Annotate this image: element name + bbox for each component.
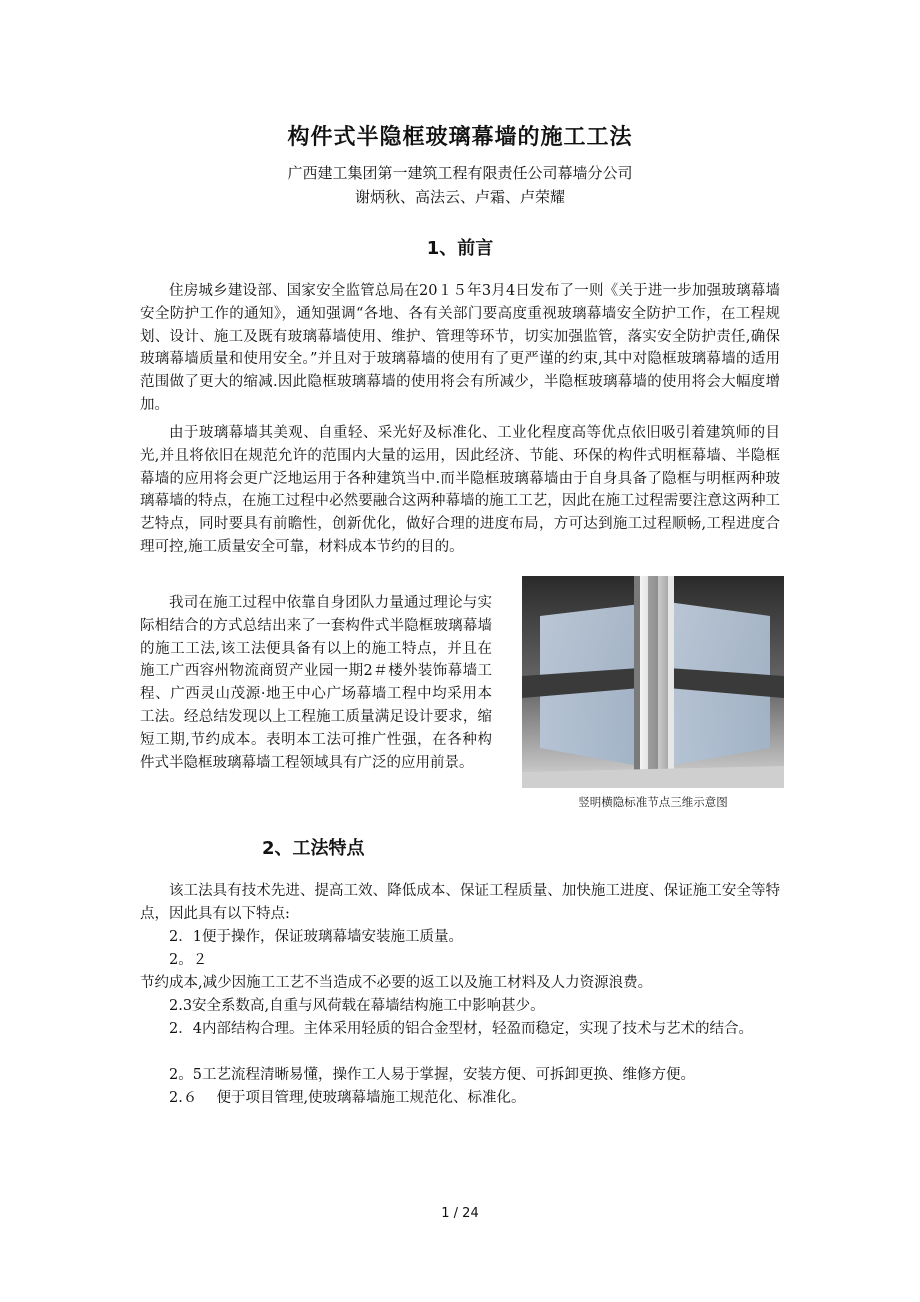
document-title: 构件式半隐框玻璃幕墙的施工工法 (287, 125, 633, 150)
section-1-paragraph-1: 住房城乡建设部、国家安全监管总局在20１５年3月4日发布了一则《关于进一步加强玻璃幕墙安全防护工作的通知》，通知强调“各地、各有关部门要高度重视玻璃幕墙安全防护工作，在工程规划、设计、施工及既有玻璃幕墙使用、维护、管理等环节，切实加强监管，落实安全防护责任,确保玻璃幕墙质量和使用安全。”并且对于玻璃幕墙的使用有了更严谨的约束,其中对隐框玻璃幕墙的适用范围做了更大的缩减.因此隐框玻璃幕墙的使用将会有所减少，半隐框玻璃幕墙的使用将会大幅度增加。 (140, 283, 780, 413)
section-1-paragraph-3: 我司在施工过程中依靠自身团队力量通过理论与实际相结合的方式总结出来了一套构件式半隐框玻璃幕墙的施工工法,该工法便具备有以上的施工特点，并且在施工广西容州物流商贸产业园一期2＃楼外装饰幕墙工程、广西灵山茂源·地王中心广场幕墙工程中均采用本工法。经总结发现以上工程施工质量满足设计要求，缩短工期,节约成本。表明本工法可推广性强，在各种构件式半隐框玻璃幕墙工程领域具有广泛的应用前景。 (140, 595, 492, 771)
figure-caption: 竖明横隐标准节点三维示意图 (578, 795, 728, 809)
feature-item-2-2-text: 节约成本,减少因施工工艺不当造成不必要的返工以及施工材料及人力资源浪费。 (140, 975, 653, 991)
section-1-heading: 1、前言 (426, 238, 494, 259)
authors: 谢炳秋、高法云、卢霜、卢荣耀 (354, 188, 565, 206)
feature-item-2-2-number: 2。２ (169, 952, 208, 968)
feature-item-2-1: 2．1便于操作，保证玻璃幕墙安装施工质量。 (169, 929, 463, 945)
feature-item-2-5: 2。5工艺流程清晰易懂，操作工人易于掌握，安装方便、可拆卸更换、维修方便。 (169, 1067, 695, 1083)
feature-item-2-3: 2.3安全系数高,自重与风荷载在幕墙结构施工中影响甚少。 (169, 998, 545, 1014)
page-number: 1 / 24 (441, 1206, 479, 1221)
section-2-heading: 2、工法特点 (262, 838, 365, 859)
organization: 广西建工集团第一建筑工程有限责任公司幕墙分公司 (287, 164, 633, 182)
curtain-wall-3d-illustration (522, 576, 784, 788)
feature-item-2-4: 2．4内部结构合理。主体采用轻质的铝合金型材，轻盈而稳定，实现了技术与艺术的结合。 (169, 1021, 753, 1037)
feature-item-2-6: 2.６ 便于项目管理,使玻璃幕墙施工规范化、标准化。 (169, 1090, 526, 1106)
section-2-intro: 该工法具有技术先进、提高工效、降低成本、保证工程质量、加快施工进度、保证施工安全等特点，因此具有以下特点: (140, 883, 780, 922)
section-1-paragraph-2: 由于玻璃幕墙其美观、自重轻、采光好及标准化、工业化程度高等优点依旧吸引着建筑师的目光,并且将依旧在规范允许的范围内大量的运用，因此经济、节能、环保的构件式明框幕墙、半隐框幕墙的应用将会更广泛地运用于各种建筑当中.而半隐框玻璃幕墙由于自身具备了隐框与明框两种玻璃幕墙的特点，在施工过程中必然要融合这两种幕墙的施工工艺，因此在施工过程需要注意这两种工艺特点，同时要具有前瞻性，创新优化，做好合理的进度布局，方可达到施工过程顺畅,工程进度合理可控,施工质量安全可靠，材料成本节约的目的。 (140, 425, 780, 555)
curtain-wall-node-figure (522, 576, 784, 788)
